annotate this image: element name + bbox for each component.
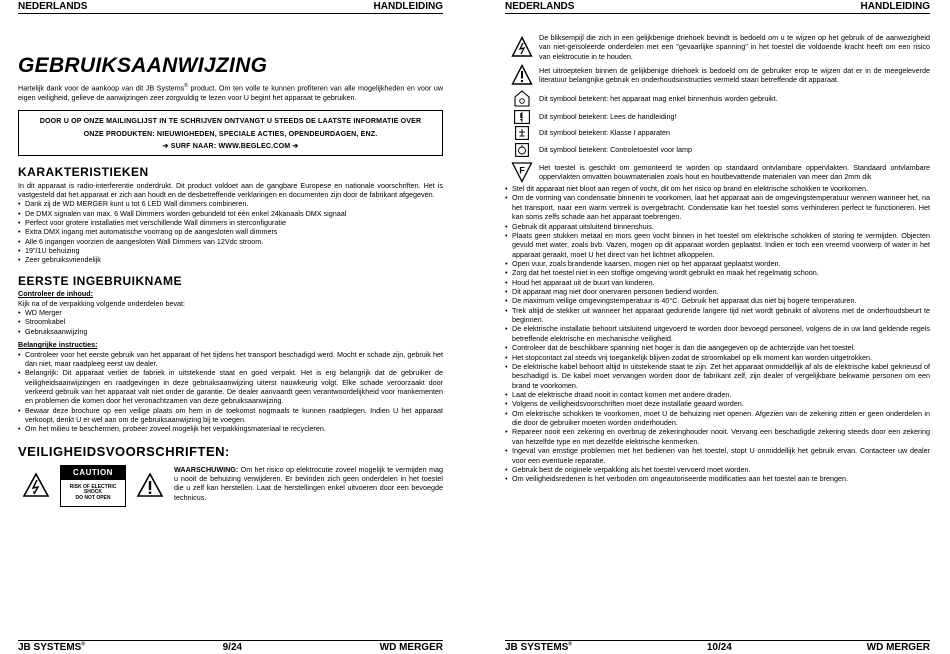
symbol-row [505,161,930,183]
safety-bullets [505,184,930,484]
list-item: • Ingeval van ernstige problemen met het bedienen van het toestel, stopt U onmiddellijk het gebruik ervan. Contacteer uw dealer voor een eventuele reparatie. [505,446,930,465]
right-content [505,33,930,484]
list-item: • Trek altijd de stekker uit wanneer het apparaat gedurende langere tijd niet wordt gebruikt of alvorens met de onderhoudsbeurt te beginnen. [505,306,930,325]
f-mark-icon [505,161,539,183]
list-item: • Dank zij de WD MERGER kunt u tot 6 LED Wall dimmers combineren. [18,199,443,208]
symbol-row [505,64,930,86]
symbol-description: Dit symbool betekent: het apparaat mag enkel binnenhuis worden gebruikt. [539,93,778,103]
class-one-icon [505,126,539,140]
symbol-row [505,33,930,61]
contents-list [18,308,443,336]
list-item: • Zeer gebruiksvriendelijk [18,255,443,264]
list-item: • Het stopcontact zal steeds vrij toegankelijk blijven zodat de stroomkabel op elk moment kan worden uitgetrokken. [505,353,930,362]
contents-label: Controleer de inhoud: [18,289,94,299]
list-item: • Om elektrische schokken te voorkomen, moet U de behuizing niet openen. Afgezien van de zekering zitten er geen onderdelen in die door de gebruiker moeten worden onderhouden. [505,409,930,428]
list-item: • De elektrische kabel behoort altijd in uitstekende staat te zijn. Zet het apparaat onmiddellijk af als de elektrische kabel gekneusd of beschadigd is. De kabel moet vervangen worden door de fabrikant zelf, zijn dealer of vergelijkbare bekwame personen om een brand te voorkomen. [505,362,930,390]
symbol-description: Dit symbool betekent: Klasse I apparaten [539,128,671,138]
footer-page-number: 10/24 [706,642,732,653]
manual-book-icon [505,110,539,124]
list-item: • WD Merger [18,308,443,317]
symbol-description: Dit symbool betekent: Controletoestel voor lamp [539,144,693,154]
svg-text:F: F [519,165,525,176]
list-item: • De elektrische installatie behoort uitsluitend uitgevoerd te worden door bevoegd personeel, volgens de in uw land geldende regels betreffende elektrische en mechanische veiligheid. [505,324,930,343]
footer-page-number: 9/24 [222,642,243,653]
contents-intro: Kijk na of de verpakking volgende onderdelen bevat: [18,298,186,308]
symbol-row [505,89,930,108]
footer-brand: JB SYSTEMS® [505,641,573,653]
symbol-row [505,125,930,141]
list-item: • Gebruik dit apparaat uitsluitend binnenshuis. [505,222,930,231]
safety-warning-block [18,465,443,507]
list-item: • De maximum veilige omgevingstemperatuur is 40°C. Gebruik het apparaat dus niet bij hogere temperaturen. [505,296,930,305]
list-item: • Perfect voor grotere installaties met verschillende Wall dimmers in sterconfiguratie [18,218,443,227]
lightning-triangle-icon [505,36,539,58]
list-item: • Laat de elektrische draad nooit in contact komen met andere draden. [505,390,930,399]
list-item: • Repareer nooit een zekering en overbrug de zekeringhouder nooit. Vervang een beschadigde zekering steeds door een zekering van hetzelfde type en met dezelfde elektrische kenmerken. [505,427,930,446]
page-title: GEBRUIKSAANWIJZING [18,54,268,77]
list-item: • Belangrijk: Dit apparaat verliet de fabriek in uitstekende staat en goed verpakt. Het is erg belangrijk dat de gebruiker de veiligheidsaanwijzingen en raadgevingen in deze gebruiksaanwijzing uiterst nauwkeurig volgt. Elke schade veroorzaakt door verkeerd gebruik van het apparaat valt niet onder de garantie. De dealer aanvaardt geen verantwoordelijkheid voor mankementen en problemen die komen door het veronachtzamen van deze gebruiksaanwijzing. [18,368,443,405]
exclamation-triangle-icon [132,465,168,505]
list-item: • Stel dit apparaat niet bloot aan regen of vocht, dit om het risico op brand en elektrische schokken te voorkomen. [505,184,930,193]
mailing-list-notice [18,110,443,156]
list-item: • Bewaar deze brochure op een veilige plaats om hem in de toekomst nogmaals te kunnen raadplegen. Indien U het apparaat verkoopt, denkt U er wel aan om de gebruiksaanwijzing bij te voegen. [18,406,443,425]
caution-line: DO NOT OPEN [75,494,111,501]
footer-model: WD MERGER [379,642,443,653]
list-item: • Stroomkabel [18,317,443,326]
symbol-row [505,108,930,125]
list-item: • Plaats geen stukken metaal en mors geen vocht binnen in het toestel om elektrische schokken of storing te vermijden. Objecten gevuld met water, zoals bvb. Vazen, mogen op dit apparaat worden geplaatst. Indien er toch een vreemd voorwerp of water in het apparaat geraakt, moet U het direct van het lichtnet afkoppelen. [505,231,930,259]
caution-line: RISK OF ELECTRIC SHOCK [69,483,117,496]
symbol-description: Het toestel is geschikt om gemonteerd te worden op standaard ontvlambare oppervlakten. Standaard ontvlambare oppervlakten omvatten bouwmaterialen zoals hout en houtbevattende materialen van meer dan 2mm dik [539,162,930,182]
list-item: • Volgens de veiligheidsvoorschriften moet deze installatie geaard worden. [505,399,930,408]
list-item: • Om het milieu te beschermen, probeer zoveel mogelijk het verpakkingsmateriaal te recycleren. [18,424,443,433]
caution-title: CAUTION [61,466,125,480]
symbol-description: Dit symbool betekent: Lees de handleiding! [539,111,677,121]
list-item: • Alle 6 ingangen voorzien de aangesloten Wall Dimmers van 12Vdc stroom. [18,237,443,246]
page-footer [505,640,930,654]
safety-heading: VEILIGHEIDSVOORSCHRIFTEN: [18,443,230,459]
symbol-description: Het uitroepteken binnen de gelijkbenige driehoek is bedoeld om de gebruiker erop te wijzen dat er in de meegeleverde literatuur belangrijke gebruik en onderhoudsinstructies vermeld staan betreffende dit apparaat. [539,65,930,85]
left-page [18,0,443,654]
warning-paragraph: WAARSCHUWING: Om het risico op elektrocutie zoveel mogelijk te vermijden mag u nooit de behuizing verwijderen. Er bevinden zich geen onderdelen in het toestel die u zelf kan herstellen. Laat de herstellingen enkel uitvoeren door een bevoegde technicus. [174,464,443,502]
list-item: • Extra DMX ingang met automatische voorrang op de aangesloten wall dimmers [18,227,443,236]
lightning-triangle-icon [18,465,54,505]
header-doc-type: HANDLEIDING [373,1,443,12]
notice-website-link[interactable]: ➔ SURF NAAR: WWW.BEGLEC.COM ➔ [162,141,299,150]
instructions-list [18,350,443,434]
indoor-house-icon [505,90,539,107]
first-use-heading: EERSTE INGEBRUIKNAME [18,273,183,288]
exclamation-triangle-icon [505,64,539,86]
header-language: NEDERLANDS [505,1,575,12]
list-item: • De DMX signalen van max. 6 Wall Dimmers worden gebundeld tot één enkel 24kanaals DMX signaal [18,209,443,218]
features-list [18,199,443,265]
instructions-label: Belangrijke instructies: [18,340,98,350]
list-item: • Gebruiksaanwijzing [18,327,443,336]
list-item: • Gebruik best de originele verpakking als het toestel vervoerd moet worden. [505,465,930,474]
header-language: NEDERLANDS [18,1,88,12]
caution-label-graphic [60,465,126,507]
page-footer [18,640,443,654]
left-content [18,52,443,507]
features-intro: In dit apparaat is radio-interferentie onderdrukt. Dit product voldoet aan de gangbare Europese en nationale voorschriften. Het is vastgesteld dat het apparaat er zich aan houdt en de desbetreffende verklaringen en documenten zijn door de fabrikant afgegeven. [18,180,443,199]
list-item: • Controleer dat de beschikbare spanning niet hoger is dan die aangegeven op de achterzijde van het toestel. [505,343,930,352]
list-item: • Open vuur, zoals brandende kaarsen, mogen niet op het apparaat geplaatst worden. [505,259,930,268]
page-header [18,0,443,14]
footer-model: WD MERGER [866,642,930,653]
list-item: • 19"/1U behuizing [18,246,443,255]
list-item: • Om de vorming van condensatie binnenin te voorkomen, laat het apparaat aan de omgevingstemperatuur wennen wanneer het, na het transport, naar een warm vertrek is overgebracht. Condensatie kan het toestel soms verhinderen perfect te functioneren. Het kan soms zelfs schade aan het apparaat toebrengen. [505,193,930,221]
footer-brand: JB SYSTEMS® [18,641,86,653]
list-item: • Dit apparaat mag niet door onervaren personen bediend worden. [505,287,930,296]
list-item: • Zorg dat het toestel niet in een stoffige omgeving wordt gebruikt en maak het regelmatig schoon. [505,268,930,277]
page-header [505,0,930,14]
list-item: • Controleer voor het eerste gebruik van het apparaat of het tijdens het transport beschadigd werd. Mocht er schade zijn, gebruik het dan niet, maar raadpleeg eerst uw dealer. [18,350,443,369]
list-item: • Houd het apparaat uit de buurt van kinderen. [505,278,930,287]
right-page [505,0,930,654]
intro-paragraph: Hartelijk dank voor de aankoop van dit JB Systems® product. Om ten volle te kunnen profiteren van alle mogelijkheden en voor uw eigen veiligheid, gelieve de aanwijzingen zeer zorgvuldig te lezen voor U begint het apparaat te gebruiken. [18,83,444,103]
list-item: • Om veiligheidsredenen is het verboden om ongeautoriseerde modificaties aan het toestel aan te brengen. [505,474,930,483]
header-doc-type: HANDLEIDING [860,1,930,12]
symbol-description: De bliksempijl die zich in een gelijkbenige driehoek bevindt is bedoeld om u te wijzen op het gebruik of de aanwezigheid van niet-geïsoleerde onderdelen met een "gevaarlijke spanning" in het toestel die voldoende kracht heeft om een risico van elektrocutie in te houden. [539,33,930,61]
features-heading: KARAKTERISTIEKEN [18,164,149,179]
symbol-row [505,141,930,158]
lamp-control-icon [505,143,539,157]
notice-text: DOOR U OP ONZE MAILINGLIJST IN TE SCHRIJVEN ONTVANGT U STEEDS DE LAATSTE INFORMATIE OVER ONZE PRODUKTEN: NIEUWIGHEDEN, SPECIALE ACTIES, OPENDEURDAGEN, ENZ. [39,117,422,138]
